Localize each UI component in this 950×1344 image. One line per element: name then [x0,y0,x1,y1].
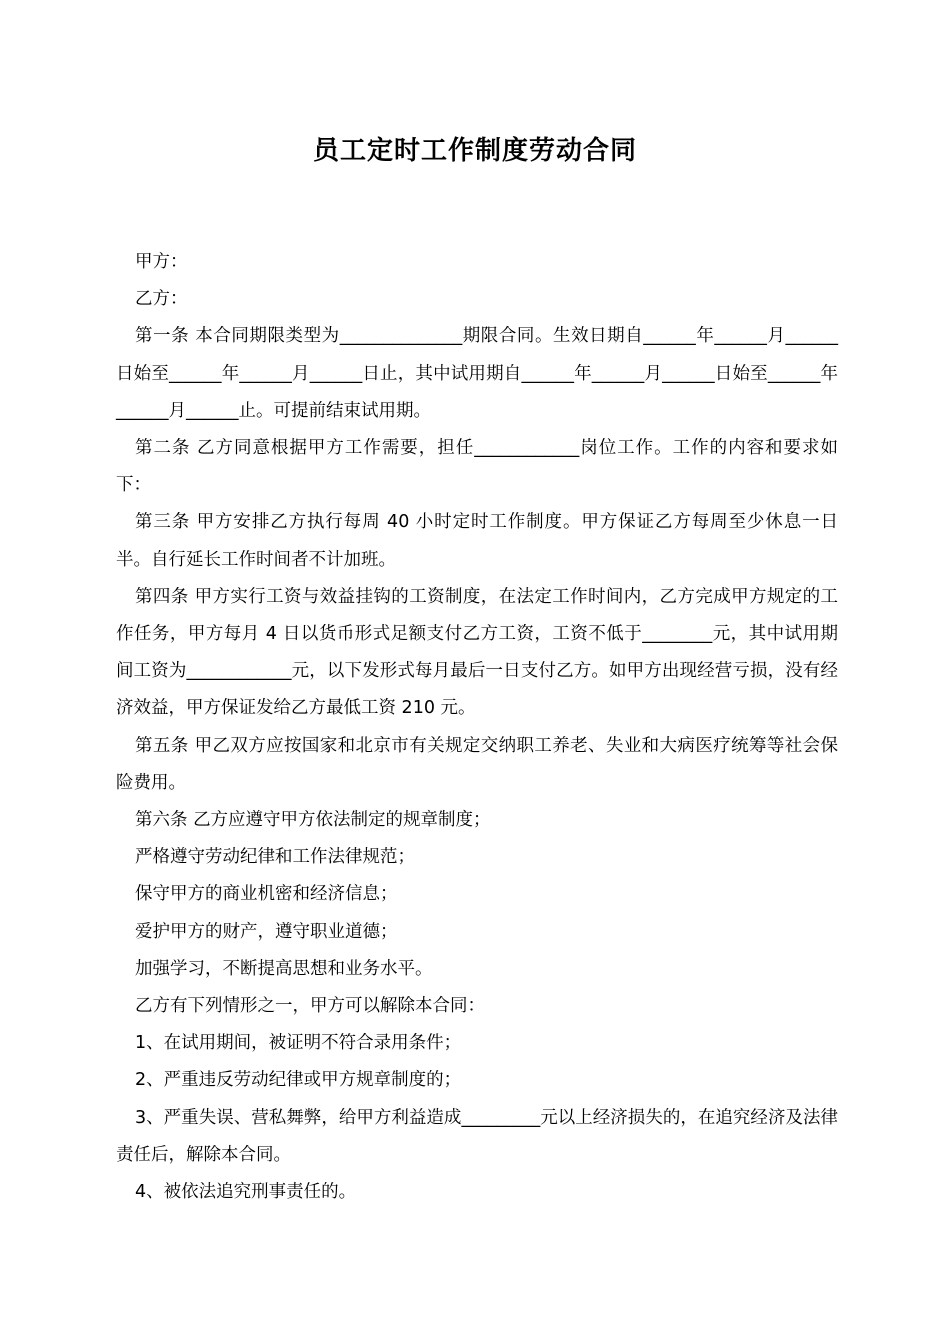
termination-intro: 乙方有下列情形之一，甲方可以解除本合同： [135,996,485,1017]
termination-item: 4、被依法追究刑事责任的。 [135,1182,357,1203]
document-body [116,244,838,1211]
article-4: 第四条 甲方实行工资与效益挂钩的工资制度，在法定工作时间内，乙方完成甲方规定的工作任务，甲方每月 4 日以货币形式足额支付乙方工资，工资不低于________元，其中试用期间工资为____________元，以下发形式每月最后一日支付乙方。如甲方出现经营亏损，没有经济效益，甲方保证发给乙方最低工资 210 元。 [116,586,838,719]
article-5: 第五条 甲乙双方应按国家和北京市有关规定交纳职工养老、失业和大病医疗统筹等社会保险费用。 [116,735,838,793]
article-6: 第六条 乙方应遵守甲方依法制定的规章制度； [135,810,491,831]
article-1: 第一条 本合同期限类型为______________期限合同。生效日期自______年______月______日始至______年______月______日止，其中试用期自______年______月______日始至______年______月______止。可提前结束试用期。 [116,326,838,421]
article-3: 第三条 甲方安排乙方执行每周 40 小时定时工作制度。甲方保证乙方每周至少休息一日半。自行延长工作时间者不计加班。 [116,512,838,570]
termination-item: 1、在试用期间，被证明不符合录用条件； [135,1033,462,1054]
termination-item: 3、严重失误、营私舞弊，给甲方利益造成_________元以上经济损失的，在追究经济及法律责任后，解除本合同。 [116,1107,838,1165]
obligation-item: 爱护甲方的财产，遵守职业道德； [135,921,398,942]
obligation-item: 保守甲方的商业机密和经济信息； [135,884,398,905]
termination-item: 2、严重违反劳动纪律或甲方规章制度的； [135,1070,462,1091]
party-b-line: 乙方： [135,289,188,310]
document-title: 员工定时工作制度劳动合同 [312,136,637,166]
party-a-line: 甲方： [135,252,188,272]
article-2: 第二条 乙方同意根据甲方工作需要，担任____________岗位工作。工作的内容和要求如下： [116,438,838,496]
obligation-item: 加强学习，不断提高思想和业务水平。 [135,958,433,979]
obligation-item: 严格遵守劳动纪律和工作法律规范； [135,847,415,868]
